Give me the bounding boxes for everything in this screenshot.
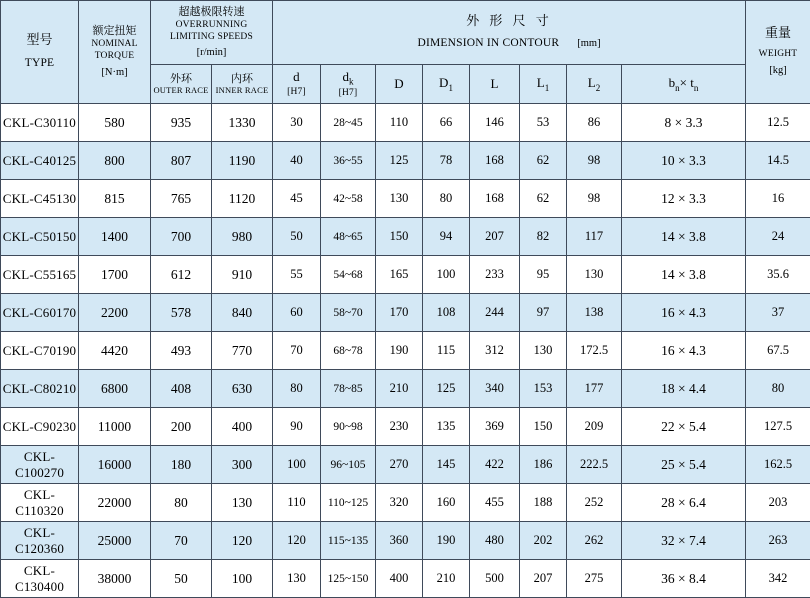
cell-dk: 115~135 [321, 522, 376, 560]
cell-type: CKL-C110320 [1, 484, 79, 522]
cell-D: 130 [376, 180, 423, 218]
cell-L1: 153 [520, 370, 567, 408]
cell-outer-race: 80 [151, 484, 212, 522]
header-col-bt-label2: × t [680, 75, 694, 90]
cell-D1: 125 [423, 370, 470, 408]
header-speeds-en2: LIMITING SPEEDS [153, 31, 270, 43]
header-dimension [273, 1, 746, 65]
cell-type: CKL-C55165 [1, 256, 79, 294]
cell-d: 60 [273, 294, 321, 332]
header-col-bt-sub: n [675, 84, 680, 94]
header-col-dk-label: d [343, 69, 350, 84]
cell-inner-race: 910 [212, 256, 273, 294]
cell-torque: 11000 [79, 408, 151, 446]
cell-weight: 342 [746, 560, 810, 598]
cell-dk: 90~98 [321, 408, 376, 446]
cell-bt: 16 × 4.3 [622, 332, 746, 370]
table-row [1, 256, 810, 294]
cell-dk: 96~105 [321, 446, 376, 484]
table-header [1, 1, 810, 104]
cell-bt: 32 × 7.4 [622, 522, 746, 560]
cell-L: 480 [470, 522, 520, 560]
cell-weight: 35.6 [746, 256, 810, 294]
cell-L2: 177 [567, 370, 622, 408]
cell-dk: 28~45 [321, 104, 376, 142]
table-row [1, 218, 810, 256]
cell-bt: 10 × 3.3 [622, 142, 746, 180]
cell-outer-race: 70 [151, 522, 212, 560]
cell-D: 400 [376, 560, 423, 598]
cell-bt: 22 × 5.4 [622, 408, 746, 446]
header-col-D1 [423, 65, 470, 104]
cell-type: CKL-C50150 [1, 218, 79, 256]
cell-L2: 138 [567, 294, 622, 332]
cell-outer-race: 50 [151, 560, 212, 598]
cell-D: 165 [376, 256, 423, 294]
cell-weight: 162.5 [746, 446, 810, 484]
cell-L1: 188 [520, 484, 567, 522]
header-weight-cn: 重量 [748, 26, 808, 42]
cell-D: 210 [376, 370, 423, 408]
cell-L2: 98 [567, 180, 622, 218]
header-dimension-en: DIMENSION IN CONTOUR [417, 36, 559, 51]
cell-D: 320 [376, 484, 423, 522]
cell-L1: 207 [520, 560, 567, 598]
cell-type: CKL-C60170 [1, 294, 79, 332]
table-row [1, 560, 810, 598]
cell-torque: 815 [79, 180, 151, 218]
cell-torque: 25000 [79, 522, 151, 560]
cell-bt: 14 × 3.8 [622, 256, 746, 294]
header-speeds-cn: 超越极限转速 [153, 5, 270, 19]
cell-L: 455 [470, 484, 520, 522]
cell-type: CKL-C40125 [1, 142, 79, 180]
cell-torque: 38000 [79, 560, 151, 598]
cell-torque: 800 [79, 142, 151, 180]
table-row [1, 446, 810, 484]
cell-D1: 100 [423, 256, 470, 294]
cell-outer-race: 180 [151, 446, 212, 484]
header-torque-cn: 额定扭矩 [81, 24, 148, 38]
cell-D1: 94 [423, 218, 470, 256]
cell-weight: 263 [746, 522, 810, 560]
cell-L: 369 [470, 408, 520, 446]
cell-weight: 12.5 [746, 104, 810, 142]
cell-d: 110 [273, 484, 321, 522]
cell-dk: 125~150 [321, 560, 376, 598]
cell-L2: 130 [567, 256, 622, 294]
cell-D1: 115 [423, 332, 470, 370]
cell-outer-race: 807 [151, 142, 212, 180]
cell-torque: 2200 [79, 294, 151, 332]
header-outer-race [151, 65, 212, 104]
header-speeds-en1: OVERRUNNING [153, 19, 270, 31]
cell-D: 110 [376, 104, 423, 142]
cell-outer-race: 700 [151, 218, 212, 256]
cell-D: 230 [376, 408, 423, 446]
cell-dk: 36~55 [321, 142, 376, 180]
cell-L: 168 [470, 180, 520, 218]
table-row [1, 294, 810, 332]
cell-d: 45 [273, 180, 321, 218]
cell-L: 244 [470, 294, 520, 332]
cell-type: CKL-C45130 [1, 180, 79, 218]
header-weight-en: WEIGHT [748, 48, 808, 60]
header-col-dk-sub: k [349, 77, 354, 87]
header-col-L1 [520, 65, 567, 104]
cell-L: 233 [470, 256, 520, 294]
cell-L1: 62 [520, 180, 567, 218]
cell-bt: 8 × 3.3 [622, 104, 746, 142]
cell-weight: 14.5 [746, 142, 810, 180]
cell-d: 30 [273, 104, 321, 142]
header-col-dk-note: [H7] [323, 87, 373, 99]
cell-D: 190 [376, 332, 423, 370]
cell-inner-race: 630 [212, 370, 273, 408]
cell-inner-race: 1190 [212, 142, 273, 180]
cell-dk: 48~65 [321, 218, 376, 256]
cell-L1: 97 [520, 294, 567, 332]
table-row [1, 522, 810, 560]
cell-L: 422 [470, 446, 520, 484]
table-row [1, 408, 810, 446]
table-row [1, 104, 810, 142]
header-torque-unit: [N·m] [81, 66, 148, 80]
cell-weight: 16 [746, 180, 810, 218]
header-row-1 [1, 1, 810, 65]
cell-d: 40 [273, 142, 321, 180]
cell-L: 146 [470, 104, 520, 142]
cell-d: 50 [273, 218, 321, 256]
cell-D: 170 [376, 294, 423, 332]
cell-L2: 222.5 [567, 446, 622, 484]
cell-d: 130 [273, 560, 321, 598]
header-col-L2-sub: 2 [596, 84, 601, 94]
cell-outer-race: 408 [151, 370, 212, 408]
cell-weight: 37 [746, 294, 810, 332]
table-row [1, 332, 810, 370]
header-col-D [376, 65, 423, 104]
header-weight [746, 1, 810, 104]
cell-L2: 275 [567, 560, 622, 598]
cell-bt: 28 × 6.4 [622, 484, 746, 522]
cell-L2: 209 [567, 408, 622, 446]
header-type-cn: 型号 [3, 33, 76, 49]
cell-L1: 202 [520, 522, 567, 560]
header-col-L [470, 65, 520, 104]
cell-dk: 42~58 [321, 180, 376, 218]
header-type [1, 1, 79, 104]
cell-L1: 62 [520, 142, 567, 180]
cell-inner-race: 300 [212, 446, 273, 484]
cell-d: 70 [273, 332, 321, 370]
header-col-d-note: [H7] [275, 86, 318, 98]
cell-inner-race: 1330 [212, 104, 273, 142]
cell-torque: 580 [79, 104, 151, 142]
table-body [1, 104, 810, 598]
cell-D1: 160 [423, 484, 470, 522]
cell-L2: 262 [567, 522, 622, 560]
header-col-L2 [567, 65, 622, 104]
header-col-D1-label: D [439, 75, 448, 90]
cell-D1: 190 [423, 522, 470, 560]
cell-outer-race: 612 [151, 256, 212, 294]
cell-weight: 80 [746, 370, 810, 408]
cell-type: CKL-C130400 [1, 560, 79, 598]
cell-inner-race: 100 [212, 560, 273, 598]
cell-L1: 130 [520, 332, 567, 370]
header-inner-race [212, 65, 273, 104]
header-col-L1-label: L [537, 75, 545, 90]
cell-type: CKL-C80210 [1, 370, 79, 408]
cell-torque: 6800 [79, 370, 151, 408]
header-speeds-unit: [r/min] [153, 46, 270, 60]
cell-outer-race: 935 [151, 104, 212, 142]
table-row [1, 142, 810, 180]
cell-L2: 172.5 [567, 332, 622, 370]
header-dimension-unit: [mm] [577, 38, 600, 49]
header-torque-en2: TORQUE [81, 50, 148, 62]
cell-bt: 25 × 5.4 [622, 446, 746, 484]
cell-d: 55 [273, 256, 321, 294]
cell-inner-race: 120 [212, 522, 273, 560]
cell-D1: 108 [423, 294, 470, 332]
cell-torque: 1400 [79, 218, 151, 256]
cell-L: 340 [470, 370, 520, 408]
header-dimension-cn: 外 形 尺 寸 [275, 14, 743, 30]
header-col-bt [622, 65, 746, 104]
cell-D1: 80 [423, 180, 470, 218]
cell-d: 80 [273, 370, 321, 408]
cell-weight: 24 [746, 218, 810, 256]
cell-dk: 58~70 [321, 294, 376, 332]
cell-D: 270 [376, 446, 423, 484]
cell-L1: 95 [520, 256, 567, 294]
header-col-d [273, 65, 321, 104]
cell-inner-race: 400 [212, 408, 273, 446]
header-outer-race-en: OUTER RACE [153, 85, 209, 96]
cell-inner-race: 840 [212, 294, 273, 332]
header-torque-en1: NOMINAL [81, 38, 148, 50]
cell-outer-race: 765 [151, 180, 212, 218]
cell-D1: 145 [423, 446, 470, 484]
header-outer-race-cn: 外环 [153, 72, 209, 86]
header-col-D1-sub: 1 [448, 84, 453, 94]
cell-dk: 54~68 [321, 256, 376, 294]
header-col-L2-label: L [588, 75, 596, 90]
cell-D1: 135 [423, 408, 470, 446]
cell-bt: 14 × 3.8 [622, 218, 746, 256]
cell-inner-race: 1120 [212, 180, 273, 218]
cell-dk: 110~125 [321, 484, 376, 522]
cell-L1: 186 [520, 446, 567, 484]
cell-d: 90 [273, 408, 321, 446]
cell-L1: 82 [520, 218, 567, 256]
cell-outer-race: 578 [151, 294, 212, 332]
table-row [1, 180, 810, 218]
cell-type: CKL-C100270 [1, 446, 79, 484]
cell-weight: 67.5 [746, 332, 810, 370]
cell-D: 360 [376, 522, 423, 560]
cell-L1: 150 [520, 408, 567, 446]
table-row [1, 370, 810, 408]
cell-D: 125 [376, 142, 423, 180]
cell-type: CKL-C30110 [1, 104, 79, 142]
cell-D1: 210 [423, 560, 470, 598]
cell-torque: 4420 [79, 332, 151, 370]
cell-inner-race: 770 [212, 332, 273, 370]
cell-L2: 86 [567, 104, 622, 142]
cell-L2: 98 [567, 142, 622, 180]
cell-weight: 127.5 [746, 408, 810, 446]
cell-D1: 78 [423, 142, 470, 180]
header-weight-unit: [kg] [748, 64, 808, 78]
header-inner-race-en: INNER RACE [214, 85, 270, 96]
cell-torque: 1700 [79, 256, 151, 294]
header-col-bt-sub2: n [694, 84, 699, 94]
cell-L: 168 [470, 142, 520, 180]
cell-d: 100 [273, 446, 321, 484]
cell-type: CKL-C70190 [1, 332, 79, 370]
cell-dk: 78~85 [321, 370, 376, 408]
table-row [1, 484, 810, 522]
header-col-d-label: d [275, 69, 318, 86]
cell-dk: 68~78 [321, 332, 376, 370]
header-inner-race-cn: 内环 [214, 72, 270, 86]
cell-inner-race: 980 [212, 218, 273, 256]
cell-inner-race: 130 [212, 484, 273, 522]
cell-torque: 22000 [79, 484, 151, 522]
cell-bt: 12 × 3.3 [622, 180, 746, 218]
cell-bt: 18 × 4.4 [622, 370, 746, 408]
cell-L: 500 [470, 560, 520, 598]
header-col-bt-label: b [669, 75, 676, 90]
cell-L: 312 [470, 332, 520, 370]
cell-D: 150 [376, 218, 423, 256]
cell-L1: 53 [520, 104, 567, 142]
cell-outer-race: 200 [151, 408, 212, 446]
cell-d: 120 [273, 522, 321, 560]
header-col-dk [321, 65, 376, 104]
cell-bt: 16 × 4.3 [622, 294, 746, 332]
cell-D1: 66 [423, 104, 470, 142]
cell-weight: 203 [746, 484, 810, 522]
header-col-D-label: D [394, 76, 403, 91]
cell-outer-race: 493 [151, 332, 212, 370]
cell-L: 207 [470, 218, 520, 256]
header-col-L-label: L [491, 76, 499, 91]
header-type-en: TYPE [3, 56, 76, 71]
header-speeds [151, 1, 273, 65]
cell-bt: 36 × 8.4 [622, 560, 746, 598]
cell-type: CKL-C120360 [1, 522, 79, 560]
cell-type: CKL-C90230 [1, 408, 79, 446]
cell-L2: 252 [567, 484, 622, 522]
header-col-L1-sub: 1 [545, 84, 550, 94]
cell-L2: 117 [567, 218, 622, 256]
header-torque [79, 1, 151, 104]
cell-torque: 16000 [79, 446, 151, 484]
